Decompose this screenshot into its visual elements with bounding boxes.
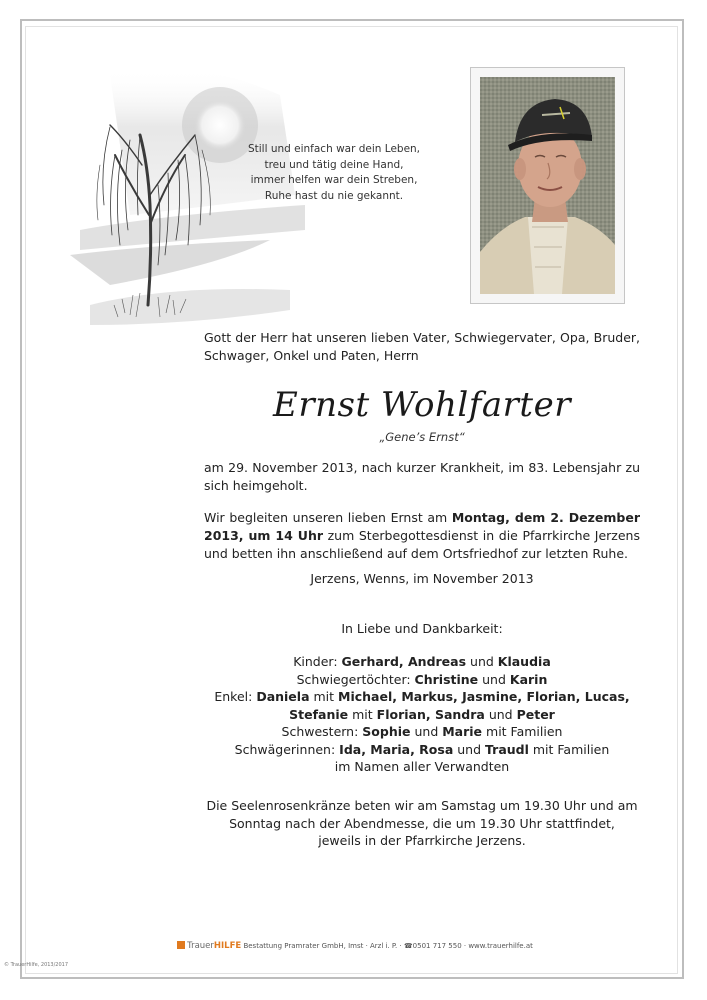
family-row-sisters-in-law: Schwägerinnen: Ida, Maria, Rosa und Traudl mit Familien (234, 741, 610, 757)
rosary-info (200, 797, 644, 850)
deceased-nickname: „Gene’s Ernst“ (379, 430, 465, 444)
brand-name-b: HILFE (213, 941, 242, 951)
poem-line: Ruhe hast du nie gekannt. (264, 189, 404, 202)
rosary-line: jeweils in der Pfarrkirche Jerzens. (318, 833, 526, 848)
footer-text: Bestattung Pramrater GmbH, Imst · Arzl i. P. · ☎0501 717 550 · www.trauerhilfe.at (243, 942, 533, 950)
portrait-image (480, 77, 615, 294)
poem (230, 142, 438, 204)
brand-name-a: Trauer (187, 941, 214, 951)
poem-line: treu und tätig deine Hand, (264, 158, 404, 171)
family-row-grandchildren: Enkel: Daniela mit Michael, Markus, Jasmine, Florian, Lucas, (214, 689, 630, 704)
place-date: Jerzens, Wenns, im November 2013 (310, 571, 534, 586)
funeral-paragraph (204, 509, 640, 563)
intro-text: Gott der Herr hat unseren lieben Vater, Schwiegervater, Opa, Bruder, Schwager, Onkel und Paten, Herrn (204, 330, 640, 363)
footer (160, 941, 550, 951)
side-credit: © TrauerHilfe, 2013/2017 (4, 962, 69, 968)
portrait-photo (480, 77, 615, 294)
rosary-line: Sonntag nach der Abendmesse, die um 19.30 Uhr stattfindet, (229, 815, 615, 831)
thanks-line: In Liebe und Dankbarkeit: (341, 621, 503, 636)
funeral-text-post: zum Sterbegottesdienst in die Pfarrkirche Jerzens und betten ihn anschließend auf dem Ortsfriedhof zur letzten Ruhe. (204, 528, 640, 561)
trauerhilfe-logo-icon (177, 941, 185, 949)
poem-line: Still und einfach war dein Leben, (247, 143, 421, 155)
family-row-sisters: Schwestern: Sophie und Marie mit Familien (281, 724, 563, 739)
family-row-children: Kinder: Gerhard, Andreas und Klaudia (293, 654, 551, 669)
rosary-line: Die Seelenrosenkränze beten wir am Samstag um 19.30 Uhr und am (206, 798, 638, 813)
funeral-date: Montag, dem 2. Dezember 2013, um 14 Uhr (204, 510, 640, 543)
family-row-relatives: im Namen aller Verwandten (334, 759, 510, 774)
funeral-text-pre: Wir begleiten unseren lieben Ernst am (204, 510, 452, 525)
family-list (204, 653, 640, 776)
deceased-name: Ernst Wohlfarter (273, 385, 571, 425)
family-row-grandchildren-2: Stefanie mit Florian, Sandra und Peter (289, 706, 555, 722)
poem-line: immer helfen war dein Streben, (250, 174, 418, 186)
family-row-daughters-in-law: Schwiegertöchter: Christine und Karin (296, 671, 548, 687)
portrait-frame (470, 67, 625, 304)
death-paragraph: am 29. November 2013, nach kurzer Krankheit, im 83. Lebensjahr zu sich heimgeholt. (204, 460, 640, 493)
